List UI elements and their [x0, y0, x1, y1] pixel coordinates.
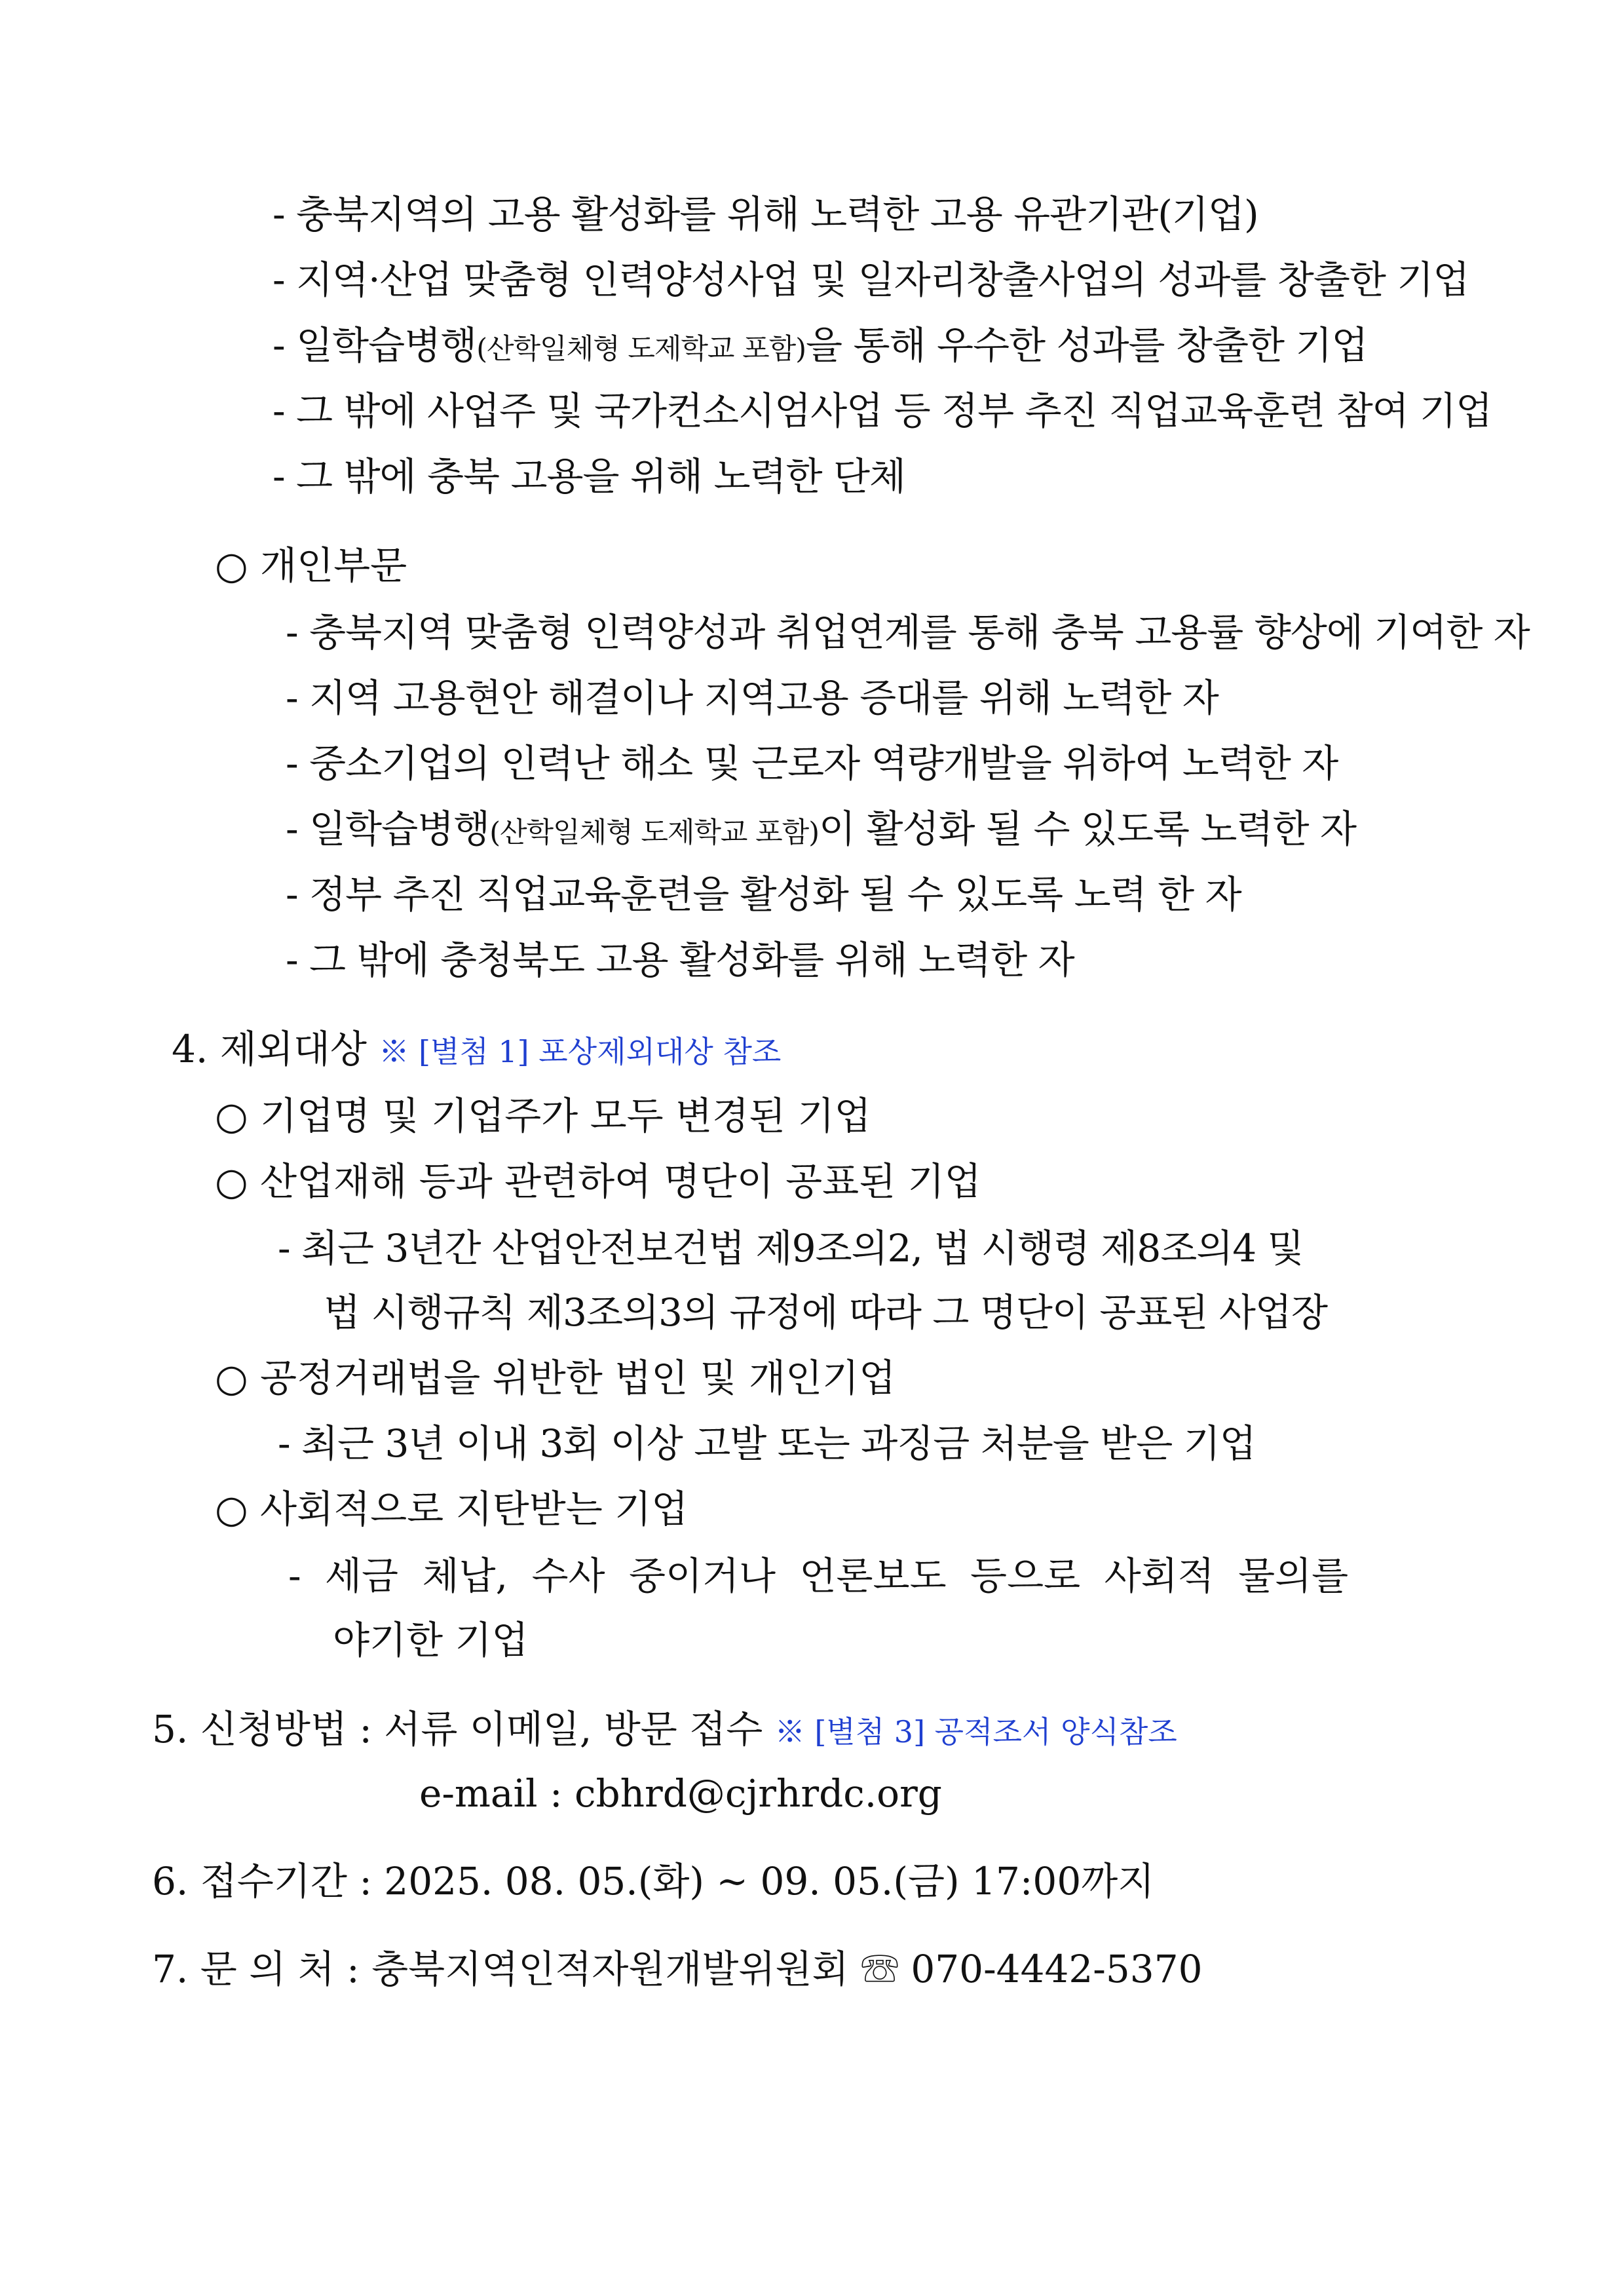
exclusion-item-4: ○ 사회적으로 지탄받는 기업 — [215, 1487, 689, 1531]
individual-criterion-1: - 충북지역 맞춤형 인력양성과 취업연계를 통해 충북 고용률 향상에 기여한 자 — [286, 610, 1530, 655]
company-criterion-3: - 일학습병행(산학일체형 도제학교 포함)을 통해 우수한 성과를 창출한 기업 — [273, 323, 1368, 368]
exclusion-item-4-detail-1: - 세금 체납, 수사 중이거나 언론보도 등으로 사회적 물의를 — [288, 1554, 1349, 1598]
section-4-heading: 4. 제외대상 ※ [별첨 1] 포상제외대상 참조 — [172, 1027, 782, 1071]
individual-criterion-5: - 정부 추진 직업교육훈련을 활성화 될 수 있도록 노력 한 자 — [286, 872, 1241, 917]
exclusion-item-3-detail: - 최근 3년 이내 3회 이상 고발 또는 과징금 처분을 받은 기업 — [278, 1421, 1256, 1466]
company-criterion-2: - 지역·산업 맞춤형 인력양성사업 및 일자리창출사업의 성과를 창출한 기업 — [273, 258, 1469, 302]
individual-criterion-2: - 지역 고용현안 해결이나 지역고용 증대를 위해 노력한 자 — [286, 676, 1218, 720]
exclusion-item-2: ○ 산업재해 등과 관련하여 명단이 공표된 기업 — [215, 1159, 981, 1204]
exclusion-item-3: ○ 공정거래법을 위반한 법인 및 개인기업 — [215, 1356, 896, 1400]
exclusion-item-2-detail-1: - 최근 3년간 산업안전보건법 제9조의2, 법 시행령 제8조의4 및 — [278, 1226, 1304, 1271]
company-criterion-1: - 충북지역의 고용 활성화를 위해 노력한 고용 유관기관(기업) — [273, 192, 1258, 237]
company-criterion-5: - 그 밖에 충북 고용을 위해 노력한 단체 — [273, 454, 906, 499]
individual-criterion-4: - 일학습병행(산학일체형 도제학교 포함)이 활성화 될 수 있도록 노력한 자 — [286, 807, 1356, 851]
exclusion-item-2-detail-2: 법 시행규칙 제3조의3의 규정에 따라 그 명단이 공표된 사업장 — [324, 1290, 1327, 1335]
company-criterion-4: - 그 밖에 사업주 및 국가컨소시엄사업 등 정부 추진 직업교육훈련 참여 기업 — [273, 389, 1492, 433]
section-6-period: 6. 접수기간 : 2025. 08. 05.(화) ~ 09. 05.(금) 17:00까지 — [152, 1859, 1155, 1904]
application-email: e-mail : cbhrd@cjrhrdc.org — [419, 1771, 942, 1816]
individual-criterion-6: - 그 밖에 충청북도 고용 활성화를 위해 노력한 자 — [286, 938, 1074, 982]
section-5-heading: 5. 신청방법 : 서류 이메일, 방문 접수 ※ [별첨 3] 공적조서 양식참조 — [152, 1707, 1177, 1751]
exclusion-item-1: ○ 기업명 및 기업주가 모두 변경된 기업 — [215, 1094, 871, 1138]
individual-criterion-3: - 중소기업의 인력난 해소 및 근로자 역량개발을 위하여 노력한 자 — [286, 741, 1338, 786]
exclusion-item-4-detail-2: 야기한 기업 — [333, 1618, 529, 1662]
section-7-contact: 7. 문 의 처 : 충북지역인적자원개발위원회 ☏ 070-4442-5370 — [152, 1947, 1203, 1991]
section-individual-heading: ○ 개인부문 — [215, 543, 407, 588]
